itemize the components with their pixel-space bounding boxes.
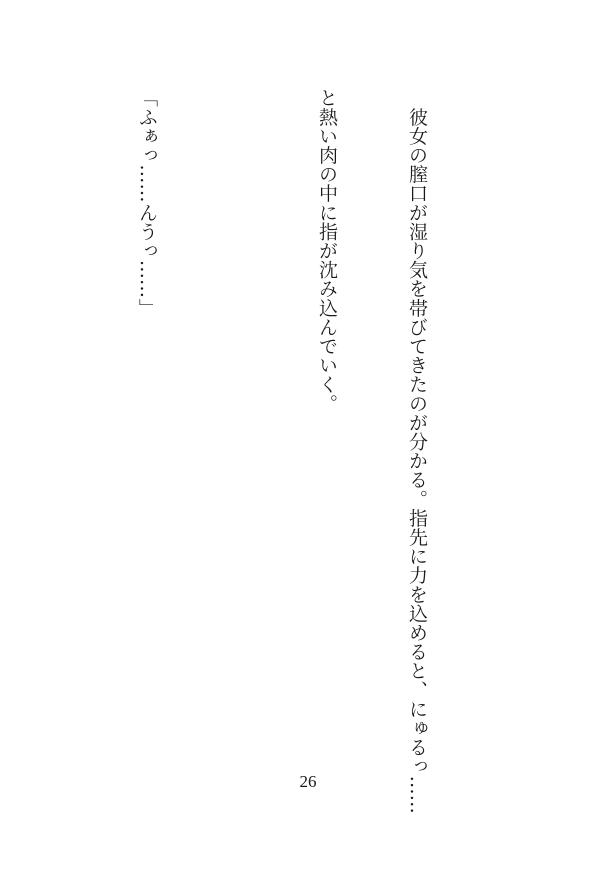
blank-line [42, 88, 72, 618]
blank-line [222, 88, 252, 618]
text-line: と熱い肉の中に指が沈み込んでいく。 [316, 88, 338, 413]
text-line: 彼女の膣口が湿り気を帯びてきたのが分かる。指先に力を込めると、にゅるっ…… [406, 88, 428, 814]
page-number: 26 [299, 772, 317, 791]
dialogue-line: 「ふぁっ……んうっ……」 [136, 88, 158, 318]
